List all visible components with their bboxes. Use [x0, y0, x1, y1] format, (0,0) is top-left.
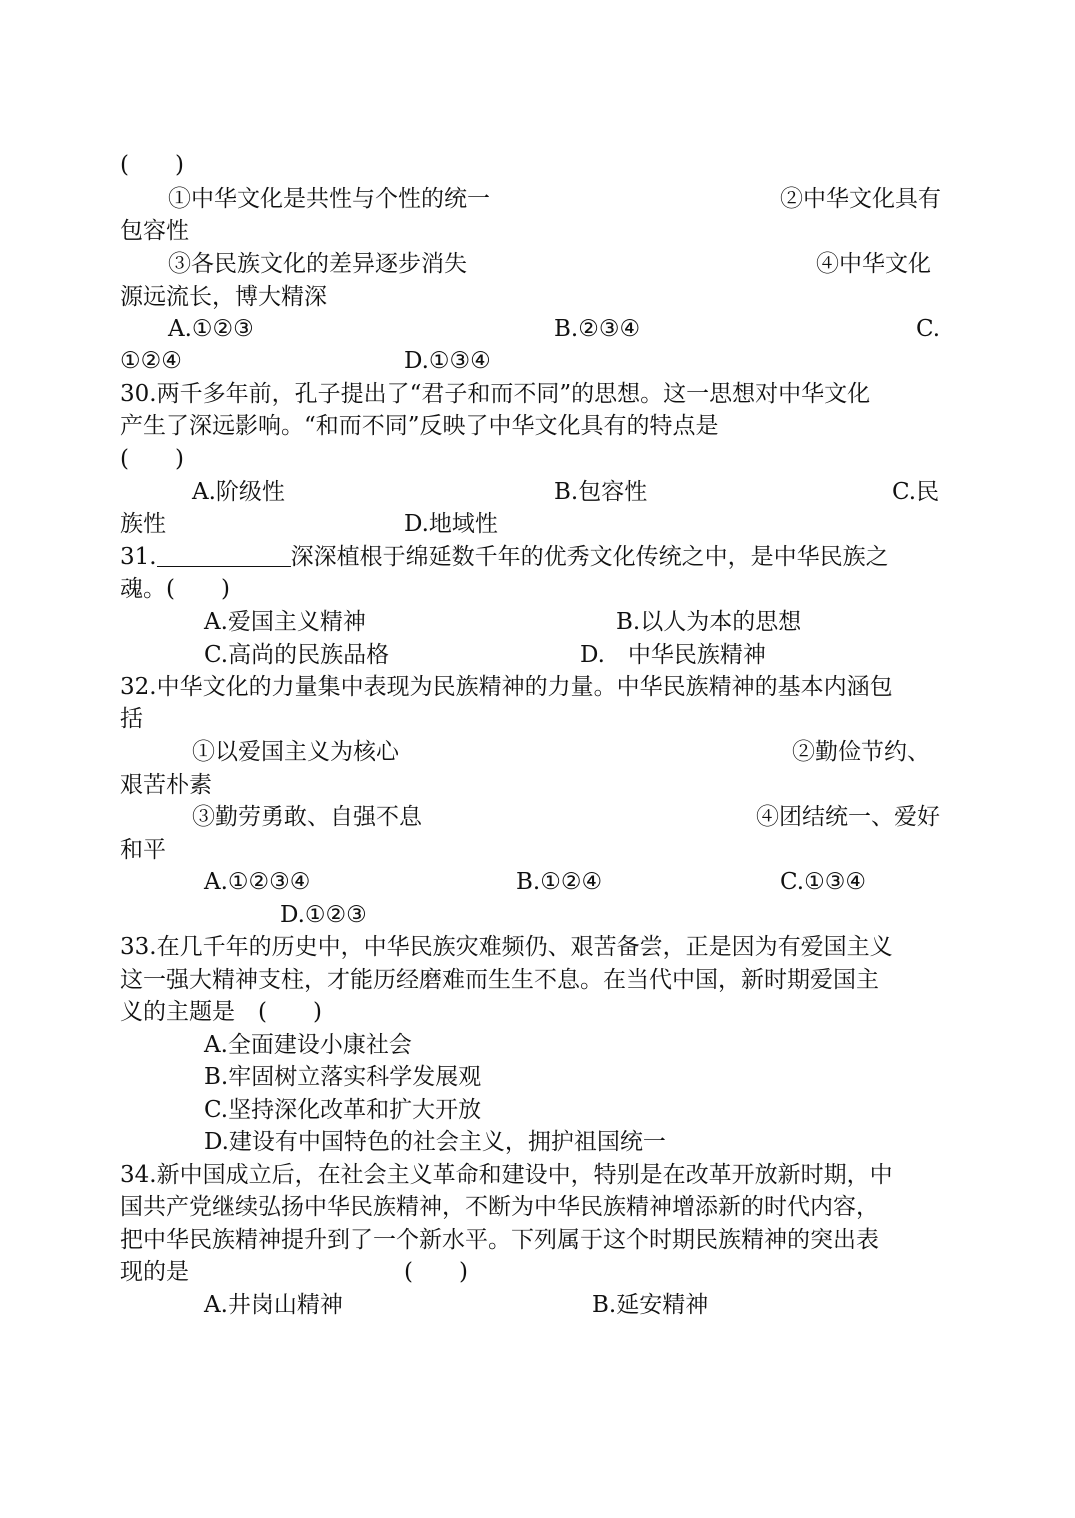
q29-option-4-continued: 源远流长，博大精深 [120, 284, 327, 310]
q31-choice-b: B.以人为本的思想 [616, 609, 802, 635]
q34-stem-line-2: 国共产党继续弘扬中华民族精神，不断为中华民族精神增添新的时代内容， [120, 1194, 879, 1220]
q29-choice-b: B.②③④ [554, 316, 641, 342]
q29-choice-c: C. [916, 316, 941, 342]
q32-choice-b: B.①②④ [516, 869, 603, 895]
q29-choice-a: A.①②③ [168, 316, 254, 342]
q32-option-3: ③勤劳勇敢、自强不息 [192, 804, 422, 830]
q30-stem-line-2: 产生了深远影响。“和而不同”反映了中华文化具有的特点是 [120, 413, 719, 439]
q30-choice-a: A.阶级性 [192, 479, 285, 505]
q32-choice-c: C.①③④ [780, 869, 866, 895]
q30-stem-line-1: 30.两千多年前，孔子提出了“君子和而不同”的思想。这一思想对中华文化 [120, 381, 871, 407]
q30-choice-d: D.地域性 [404, 511, 498, 537]
q29-option-4: ④中华文化 [816, 251, 931, 277]
q30-answer-paren: ( ) [120, 446, 184, 472]
q29-answer-paren: ( ) [120, 152, 184, 178]
q29-option-3: ③各民族文化的差异逐步消失 [168, 251, 467, 277]
q32-option-2-continued: 艰苦朴素 [120, 772, 212, 798]
q31-choice-c: C.高尚的民族品格 [204, 642, 390, 668]
q31-stem-line-2: 魂。( ) [120, 576, 230, 602]
q31-stem-line-1 [120, 542, 889, 572]
q32-option-1: ①以爱国主义为核心 [192, 739, 399, 765]
q29-choice-d: D.①③④ [404, 348, 491, 374]
q32-option-2: ②勤俭节约、 [792, 739, 930, 765]
q34-choice-a: A.井岗山精神 [204, 1292, 343, 1318]
q34-stem-line-4: 现的是 [120, 1259, 189, 1285]
q30-choice-b: B.包容性 [554, 479, 648, 505]
q33-stem-line-2: 这一强大精神支柱，才能历经磨难而生生不息。在当代中国，新时期爱国主 [120, 967, 879, 993]
q30-choice-c-continued: 族性 [120, 511, 166, 537]
q31-choice-d: D. 中华民族精神 [580, 642, 766, 668]
q29-option-1: ①中华文化是共性与个性的统一 [168, 186, 490, 212]
q33-choice-d: D.建设有中国特色的社会主义，拥护祖国统一 [204, 1129, 666, 1155]
q34-stem-line-1: 34.新中国成立后，在社会主义革命和建设中，特别是在改革开放新时期，中 [120, 1162, 893, 1188]
q31-fill-blank [157, 544, 291, 567]
q32-option-4: ④团结统一、爱好 [756, 804, 940, 830]
q31-stem-text: 深深植根于绵延数千年的优秀文化传统之中，是中华民族之 [290, 544, 889, 570]
q32-option-4-continued: 和平 [120, 837, 166, 863]
q34-stem-line-3: 把中华民族精神提升到了一个新水平。下列属于这个时期民族精神的突出表 [120, 1227, 879, 1253]
q33-choice-c: C.坚持深化改革和扩大开放 [204, 1097, 482, 1123]
q30-choice-c: C.民 [892, 479, 940, 505]
q33-choice-b: B.牢固树立落实科学发展观 [204, 1064, 482, 1090]
q33-stem-line-3: 义的主题是 ( ) [120, 999, 322, 1025]
q32-stem-line-2: 括 [120, 706, 143, 732]
q29-choice-c-continued: ①②④ [120, 348, 182, 374]
q32-choice-d: D.①②③ [280, 902, 367, 928]
q29-option-2-continued: 包容性 [120, 218, 189, 244]
q32-choice-a: A.①②③④ [204, 869, 311, 895]
q31-number: 31. [120, 544, 157, 570]
q33-stem-line-1: 33.在几千年的历史中，中华民族灾难频仍、艰苦备尝，正是因为有爱国主义 [120, 934, 893, 960]
q31-choice-a: A.爱国主义精神 [204, 609, 366, 635]
q33-choice-a: A.全面建设小康社会 [204, 1032, 412, 1058]
q34-answer-paren: ( ) [404, 1259, 468, 1285]
q34-choice-b: B.延安精神 [592, 1292, 709, 1318]
q29-option-2: ②中华文化具有 [780, 186, 941, 212]
q32-stem-line-1: 32.中华文化的力量集中表现为民族精神的力量。中华民族精神的基本内涵包 [120, 674, 893, 700]
